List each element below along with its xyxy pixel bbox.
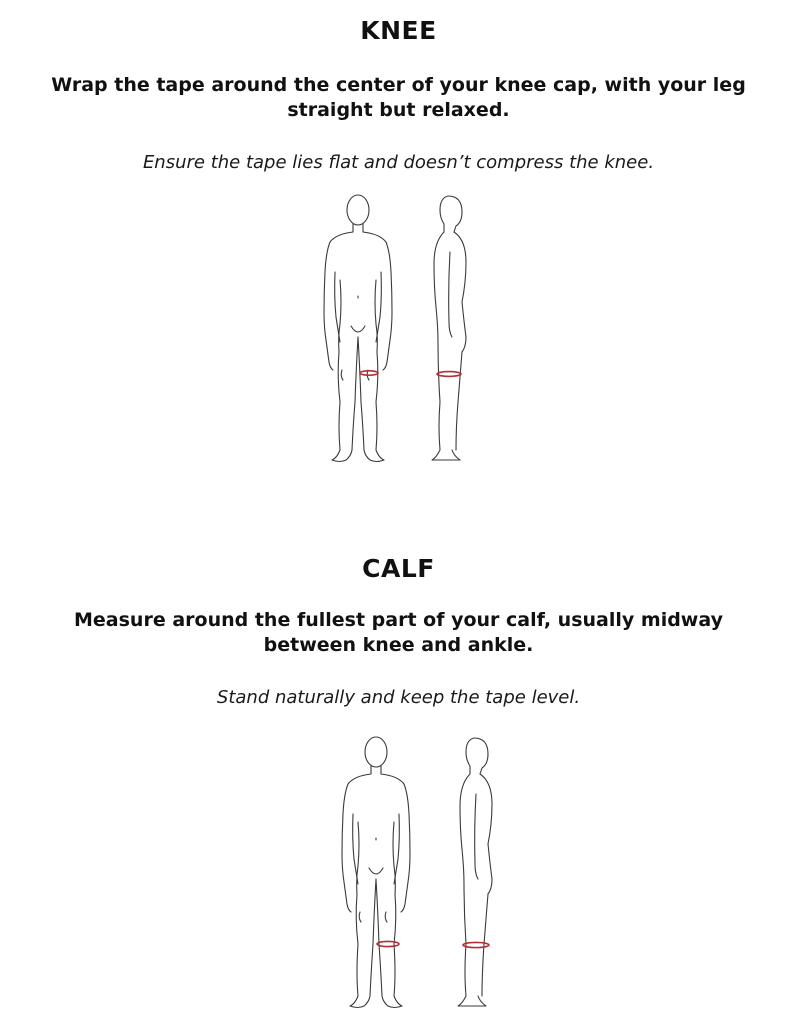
side-body-illustration bbox=[426, 192, 476, 464]
calf-instruction: Measure around the fullest part of your calf, usually midway between knee and ankle. bbox=[74, 609, 723, 656]
side-body-illustration bbox=[452, 734, 502, 1012]
measuring-tape-loop-side bbox=[437, 372, 461, 377]
measuring-tape-loop-side bbox=[463, 942, 489, 947]
calf-title: CALF bbox=[362, 554, 435, 583]
knee-section bbox=[0, 16, 797, 175]
measuring-tape-loop bbox=[360, 371, 378, 375]
calf-tip: Stand naturally and keep the tape level. bbox=[216, 687, 581, 708]
front-body-illustration bbox=[318, 192, 398, 464]
knee-title: KNEE bbox=[360, 16, 437, 45]
calf-front-figure bbox=[336, 734, 416, 1012]
knee-front-figure bbox=[318, 192, 398, 464]
knee-instruction: Wrap the tape around the center of your knee cap, with your leg straight but relaxed. bbox=[51, 74, 746, 121]
calf-section bbox=[0, 554, 797, 710]
knee-side-figure bbox=[426, 192, 476, 464]
knee-tip: Ensure the tape lies flat and doesn’t compress the knee. bbox=[142, 152, 655, 173]
front-body-illustration bbox=[336, 734, 416, 1012]
calf-side-figure bbox=[452, 734, 502, 1012]
measuring-tape-loop bbox=[377, 941, 399, 946]
